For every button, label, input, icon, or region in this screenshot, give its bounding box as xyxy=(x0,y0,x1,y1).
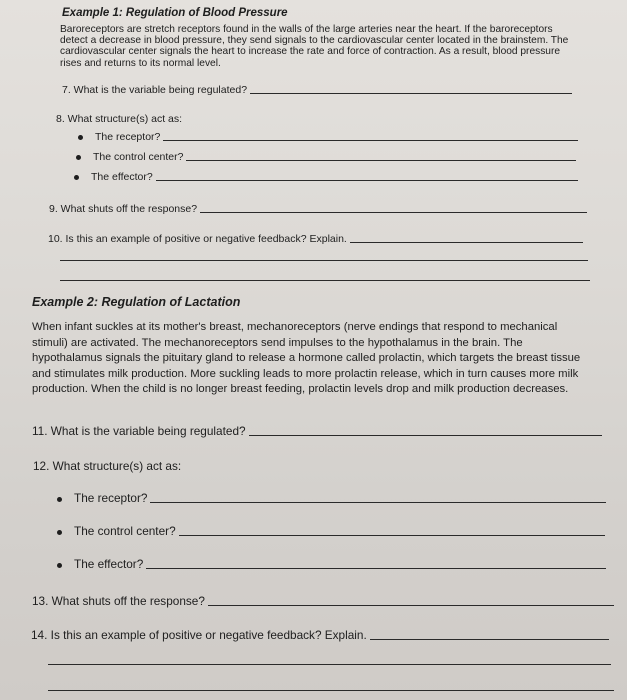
q8-receptor-answer-line[interactable] xyxy=(163,140,578,141)
q8-control-label: The control center? xyxy=(93,151,184,163)
q7-label: 7. What is the variable being regulated? xyxy=(62,84,248,96)
q12-effector-label: The effector? xyxy=(74,557,144,571)
q12-label: 12. What structure(s) act as: xyxy=(33,459,182,473)
q9-label: 9. What shuts off the response? xyxy=(49,203,198,215)
q13-answer-line[interactable] xyxy=(208,605,614,606)
q12-receptor-answer-line[interactable] xyxy=(150,502,606,503)
q10-extra-line-2[interactable] xyxy=(60,280,590,281)
q8-receptor-label: The receptor? xyxy=(95,131,161,143)
bullet-icon xyxy=(57,530,62,535)
q8-effector-row xyxy=(74,171,578,183)
bullet-icon xyxy=(74,175,79,180)
q12-effector-answer-line[interactable] xyxy=(146,568,606,569)
q8-control-row xyxy=(76,151,576,163)
q12-control-label: The control center? xyxy=(74,524,176,538)
q12-receptor-row xyxy=(57,491,606,505)
q12-control-row xyxy=(57,524,605,538)
example2-paragraph: When infant suckles at its mother's breast, mechanoreceptors (nerve endings that respond to mechanical stimuli) are activated. The mechanoreceptors send impulses to the hypothalamus in the brain. The hypothalamus signals the pituitary gland to release a hormone called prolactin, which targets the breast tissue and stimulates milk production. More suckling leads to more prolactin release, which in turn causes more milk production. When the child is no longer breast feeding, prolactin levels drop and milk production decreases. xyxy=(32,321,581,395)
q8-effector-answer-line[interactable] xyxy=(156,180,578,181)
q10-answer-line[interactable] xyxy=(350,242,583,243)
q12-control-answer-line[interactable] xyxy=(179,535,605,536)
q12-receptor-label: The receptor? xyxy=(74,491,148,505)
q11-answer-line[interactable] xyxy=(249,435,602,436)
q7-row xyxy=(62,84,572,96)
q8-receptor-row xyxy=(78,131,578,143)
q10-label: 10. Is this an example of positive or negative feedback? Explain. xyxy=(48,233,347,245)
q13-row xyxy=(32,594,614,608)
q8-control-answer-line[interactable] xyxy=(186,160,576,161)
q14-extra-line-1[interactable] xyxy=(48,664,611,665)
q11-label: 11. What is the variable being regulated? xyxy=(32,424,246,438)
bullet-icon xyxy=(57,497,62,502)
q12-effector-row xyxy=(57,557,606,571)
q9-answer-line[interactable] xyxy=(200,212,587,213)
q8-effector-label: The effector? xyxy=(91,171,153,183)
q14-extra-line-2[interactable] xyxy=(48,690,614,691)
q11-row xyxy=(32,424,602,438)
example2-title: Example 2: Regulation of Lactation xyxy=(32,295,241,309)
q14-label: 14. Is this an example of positive or negative feedback? Explain. xyxy=(31,628,367,642)
example1-paragraph: Baroreceptors are stretch receptors found in the walls of the large arteries near the heart. If the baroreceptors detect a decrease in blood pressure, they send signals to the cardiovascular center located in the brainstem. The cardiovascular center signals the heart to increase the rate and force of contraction. As a result, blood pressure rises and returns to its normal level. xyxy=(60,24,569,69)
q10-extra-line-1[interactable] xyxy=(60,260,588,261)
q9-row xyxy=(49,203,587,215)
q14-row xyxy=(31,628,609,642)
bullet-icon xyxy=(76,155,81,160)
q14-answer-line[interactable] xyxy=(370,639,609,640)
bullet-icon xyxy=(78,135,83,140)
example1-title: Example 1: Regulation of Blood Pressure xyxy=(62,7,288,19)
q13-label: 13. What shuts off the response? xyxy=(32,594,205,608)
bullet-icon xyxy=(57,563,62,568)
q7-answer-line[interactable] xyxy=(250,93,572,94)
q10-row xyxy=(48,233,583,245)
q8-label: 8. What structure(s) act as: xyxy=(56,113,183,125)
